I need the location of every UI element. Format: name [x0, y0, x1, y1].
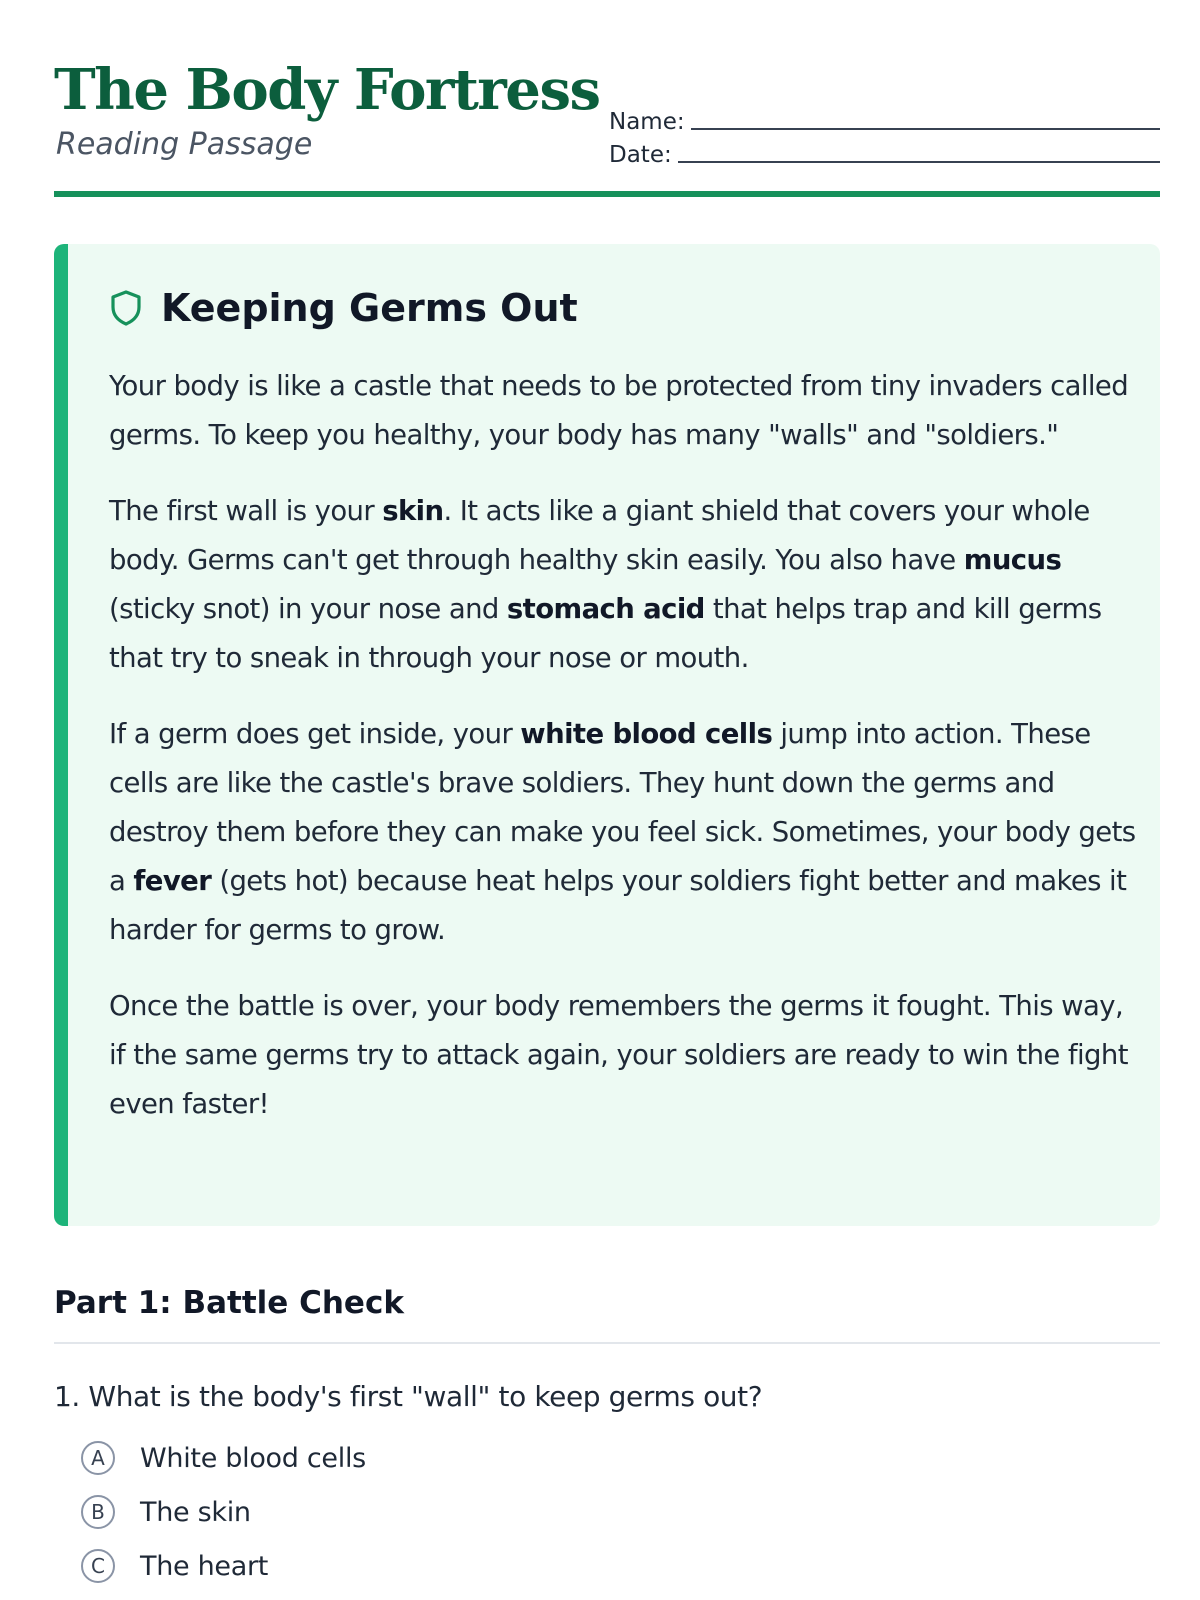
passage-text: (gets hot) because heat helps your soldiers fight better and makes it harder for germs to grow. [109, 865, 1127, 946]
key-term: skin [382, 495, 444, 527]
key-term: white blood cells [520, 718, 773, 750]
answer-options [81, 1431, 366, 1593]
passage-accent-bar [54, 244, 68, 1226]
answer-option-b[interactable] [81, 1485, 366, 1539]
option-radio-circle[interactable]: B [81, 1495, 115, 1529]
student-info-fields [609, 102, 1160, 168]
option-label: The heart [140, 1550, 269, 1582]
option-radio-circle[interactable]: A [81, 1441, 115, 1475]
answer-option-a[interactable] [81, 1431, 366, 1485]
option-radio-circle[interactable]: C [81, 1549, 115, 1583]
passage-text: jump into action. These cells are like the castle's brave soldiers. They hunt down the germs and destroy them before they can make you feel sick. Sometimes, your body gets a [109, 718, 1136, 897]
name-field[interactable] [609, 102, 1160, 135]
passage-text: Once the battle is over, your body remembers the germs it fought. This way, if the same germs try to attack again, your soldiers are ready to win the fight even faster! [109, 990, 1128, 1120]
section-title: Part 1: Battle Check [54, 1285, 404, 1321]
passage-paragraph [109, 982, 1144, 1129]
shield-icon [109, 289, 143, 327]
passage-title: Keeping Germs Out [161, 286, 578, 330]
reading-passage-box [54, 244, 1160, 1226]
name-blank-line[interactable] [691, 127, 1160, 130]
passage-paragraph [109, 487, 1144, 683]
page-title: The Body Fortress [54, 57, 600, 123]
passage-text: If a germ does get inside, your [109, 718, 521, 750]
question-text: 1. What is the body's first "wall" to keep germs out? [54, 1380, 763, 1413]
passage-body [109, 362, 1144, 1156]
option-label: White blood cells [140, 1442, 366, 1474]
passage-text: that helps trap and kill germs that try to sneak in through your nose or mouth. [109, 593, 1102, 674]
passage-text: Your body is like a castle that needs to be protected from tiny invaders called germs. To keep you healthy, your body has many "walls" and "soldiers." [109, 370, 1129, 451]
header-divider [54, 191, 1160, 197]
passage-heading [109, 284, 578, 332]
date-field[interactable] [609, 135, 1160, 168]
key-term: fever [133, 865, 212, 897]
worksheet-header [54, 52, 1160, 202]
section-divider [54, 1342, 1160, 1344]
answer-option-c[interactable] [81, 1539, 366, 1593]
passage-text: The first wall is your [109, 495, 383, 527]
passage-paragraph [109, 710, 1144, 955]
option-label: The skin [140, 1496, 251, 1528]
name-label: Name: [609, 109, 685, 135]
date-blank-line[interactable] [678, 160, 1160, 163]
key-term: stomach acid [506, 593, 705, 625]
passage-text: (sticky snot) in your nose and [109, 593, 507, 625]
page-subtitle: Reading Passage [56, 127, 313, 162]
date-label: Date: [609, 142, 672, 168]
key-term: mucus [963, 544, 1062, 576]
passage-text: . It acts like a giant shield that covers your whole body. Germs can't get through healthy skin easily. You also have [109, 495, 1090, 576]
passage-paragraph [109, 362, 1144, 460]
